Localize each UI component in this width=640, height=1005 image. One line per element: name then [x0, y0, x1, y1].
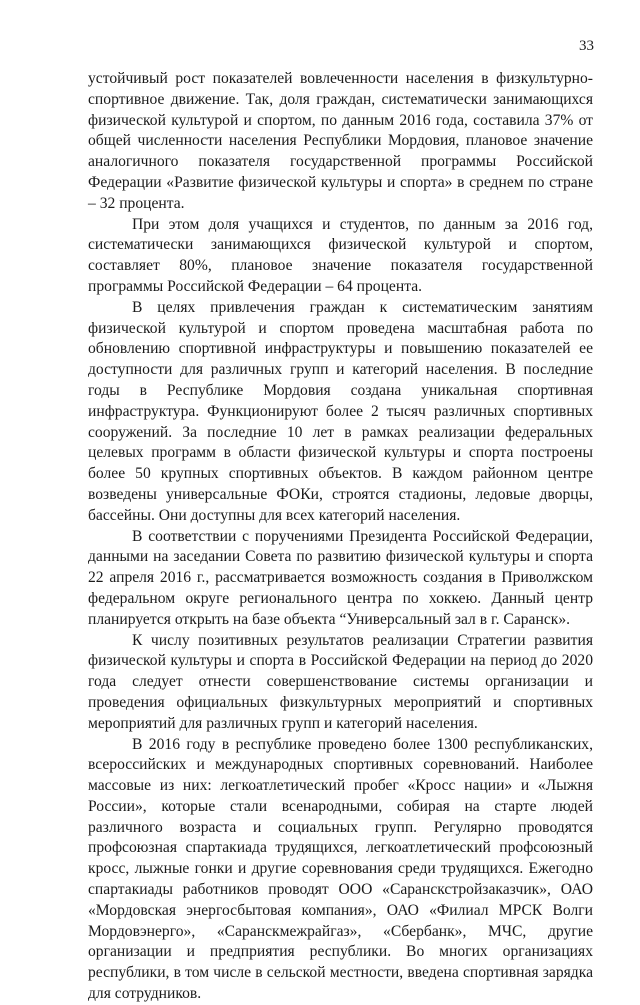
paragraph: В целях привлечения граждан к систематическим занятиям физической культурой и спортом проведена масштабная работа по обновлению спортивной инфраструктуры и повышению показателей ее доступности для различных групп и категорий населения. В последние годы в Республике Мордовия создана уникальная спортивная инфраструктура. Функционируют более 2 тысяч различных спортивных сооружений. За последние 10 лет в рамках реализации федеральных целевых программ в области физической культуры и спорта построены более 50 крупных спортивных объектов. В каждом районном центре возведены универсальные ФОКи, строятся стадионы, ледовые дворцы, бассейны. Они доступны для всех категорий населения. — [88, 298, 593, 524]
paragraph: При этом доля учащихся и студентов, по данным за 2016 год, систематически занимающихся физической культурой и спортом, составляет 80%, плановое значение показателя государственной программы Российской Федерации – 64 процента. — [88, 215, 593, 295]
paragraph: В 2016 году в республике проведено более 1300 республиканских, всероссийских и международных спортивных соревнований. Наиболее массовые из них: легкоатлетический пробег «Кросс нации» и «Лыжня России», которые стали всенародными, собирая на старте людей различного возраста и социальных групп. Регулярно проводятся профсоюзная спартакиада трудящихся, легкоатлетический профсоюзный кросс, лыжные гонки и другие соревнования среди трудящихся. Ежегодно спартакиады работников проводят ООО «Саранскстройзаказчик», ОАО «Мордовская энергосбытовая компания», ОАО «Филиал МРСК Волги Мордовэнерго», «Саранскмежрайгаз», «Сбербанк», МЧС, другие организации и предприятия республики. Во многих организациях республики, в том числе в сельской местности, введена спортивная зарядка для сотрудников. — [88, 735, 593, 1003]
paragraph: В соответствии с поручениями Президента Российской Федерации, данными на заседании Совета по развитию физической культуры и спорта 22 апреля 2016 г., рассматривается возможность создания в Приволжском федеральном округе регионального центра по хоккею. Данный центр планируется открыть на базе объекта “Универсальный зал в г. Саранск». — [88, 527, 593, 628]
paragraph: К числу позитивных результатов реализации Стратегии развития физической культуры и спорта в Российской Федерации на период до 2020 года следует отнести совершенствование системы организации и проведения официальных физкультурных мероприятий и спортивных мероприятий для различных групп и категорий населения. — [88, 631, 593, 732]
page-number: 33 — [579, 38, 594, 54]
paragraph: устойчивый рост показателей вовлеченности населения в физкультурно-спортивное движение. Так, доля граждан, систематически занимающихся физической культурой и спортом, по данным 2016 года, составила 37% от общей численности населения Республики Мордовия, плановое значение аналогичного показателя государственной программы Российской Федерации «Развитие физической культуры и спорта» в среднем по стране – 32 процента. — [88, 70, 593, 212]
page-body — [88, 69, 593, 1005]
